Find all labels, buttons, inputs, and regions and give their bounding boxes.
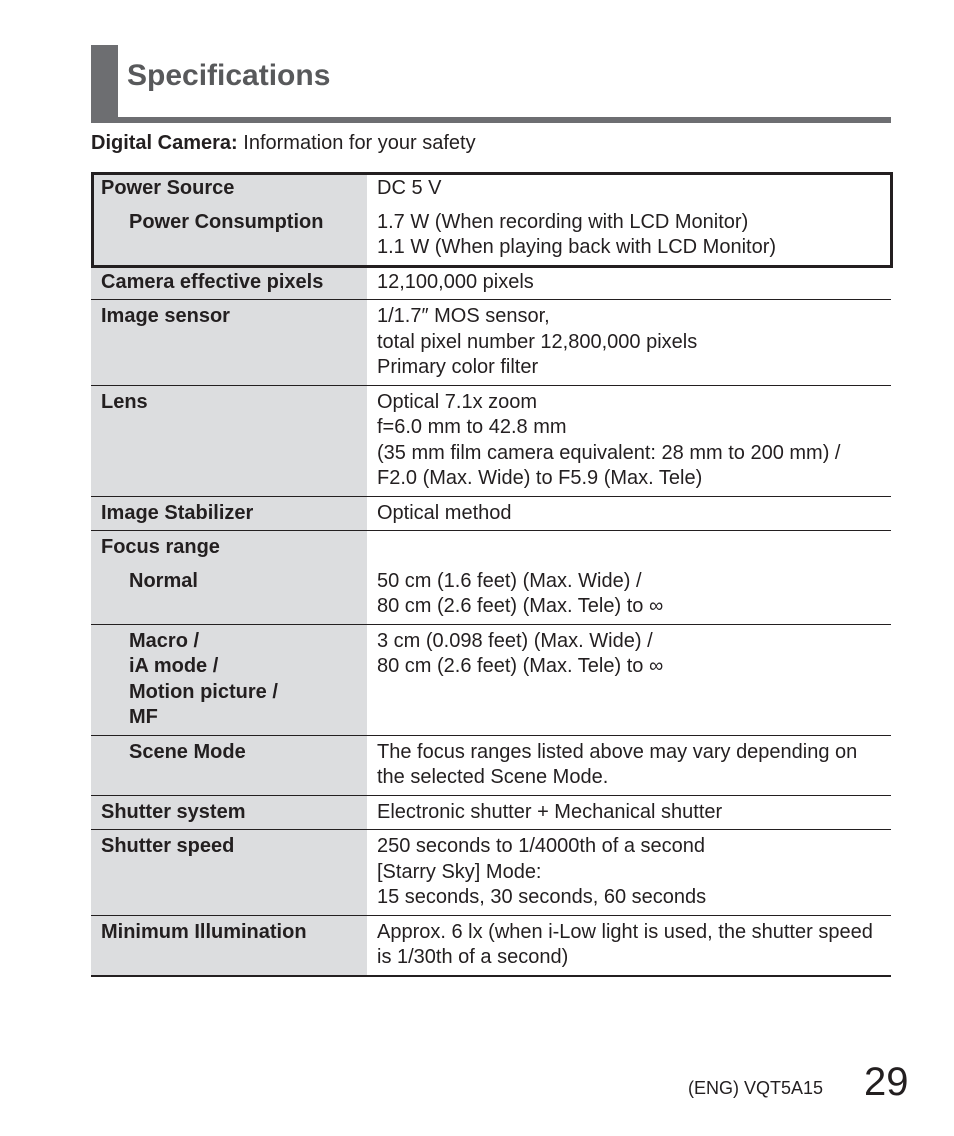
spec-value [367,300,891,386]
page-title: Specifications [127,59,331,92]
spec-value-line: F2.0 (Max. Wide) to F5.9 (Max. Tele) [377,467,703,489]
spec-row-power-consumption [91,206,891,266]
spec-value: Electronic shutter + Mechanical shutter [367,795,891,830]
spec-value-line: 15 seconds, 30 seconds, 60 seconds [377,886,707,908]
spec-row-focus-normal [91,565,891,625]
spec-label: Focus range [91,531,367,565]
spec-row-power-source [91,172,891,206]
spec-value-line: Optical 7.1x zoom [377,390,538,413]
spec-value: Optical method [367,496,891,531]
spec-label: Scene Mode [91,735,367,795]
spec-value-line: 80 cm (2.6 feet) (Max. Tele) to ∞ [377,595,664,617]
spec-label: Power Source [91,172,367,206]
spec-label-line: iA mode / [129,655,219,677]
spec-value [367,830,891,916]
intro-text: Information for your safety [237,132,476,154]
spec-value: DC 5 V [377,177,442,199]
spec-row-focus-range [91,531,891,565]
spec-label-line: Macro / [129,629,200,652]
spec-value-line: 1/1.7″ MOS sensor, [377,305,550,327]
spec-row-shutter-speed [91,830,891,916]
spec-label-line: Motion picture / [129,680,278,703]
spec-row-image-sensor [91,300,891,386]
spec-value [367,624,891,735]
spec-label: Shutter speed [91,830,367,916]
spec-value: 12,100,000 pixels [367,265,891,300]
title-accent-block [91,45,118,121]
page-number: 29 [864,1060,909,1104]
spec-row-min-illumination [91,915,891,976]
spec-value-line: 1.7 W (When recording with LCD Monitor) [377,210,749,233]
spec-value-line: 1.1 W (When playing back with LCD Monitor) [377,236,777,258]
spec-value-line: 250 seconds to 1/4000th of a second [377,835,706,857]
spec-label: Normal [91,565,367,625]
spec-row-shutter-system [91,795,891,830]
spec-value-line: 3 cm (0.098 feet) (Max. Wide) / [377,629,653,652]
spec-value [367,385,891,496]
spec-value [367,531,891,565]
spec-value-line: f=6.0 mm to 42.8 mm [377,416,567,438]
spec-row-image-stabilizer [91,496,891,531]
spec-label: Lens [91,385,367,496]
spec-label: Image sensor [91,300,367,386]
intro-bold: Digital Camera: [91,132,238,154]
spec-row-focus-macro [91,624,891,735]
spec-value [367,565,891,625]
spec-row-lens [91,385,891,496]
spec-value-line: 50 cm (1.6 feet) (Max. Wide) / [377,569,642,592]
spec-label: Image Stabilizer [91,496,367,531]
spec-label: Minimum Illumination [91,915,367,976]
spec-value-line: 80 cm (2.6 feet) (Max. Tele) to ∞ [377,655,664,677]
spec-table [91,172,891,977]
spec-value [367,206,891,266]
spec-row-effective-pixels [91,265,891,300]
spec-value: The focus ranges listed above may vary depending on the selected Scene Mode. [367,735,891,795]
spec-value-line: (35 mm film camera equivalent: 28 mm to 200 mm) / [377,441,841,464]
title-bar [91,45,891,124]
spec-label: Power Consumption [91,206,367,266]
spec-value-line: [Starry Sky] Mode: [377,860,542,883]
spec-label-line: MF [129,706,158,728]
spec-label: Camera effective pixels [91,265,367,300]
title-underline [91,117,891,123]
spec-value-line: total pixel number 12,800,000 pixels [377,330,698,353]
spec-value-line: Primary color filter [377,356,539,378]
spec-row-focus-scene [91,735,891,795]
spec-value: Approx. 6 lx (when i-Low light is used, the shutter speed is 1/30th of a second) [367,915,891,976]
spec-label: Shutter system [91,795,367,830]
intro-line [91,132,476,155]
document-code: (ENG) VQT5A15 [688,1078,824,1098]
spec-label [91,624,367,735]
